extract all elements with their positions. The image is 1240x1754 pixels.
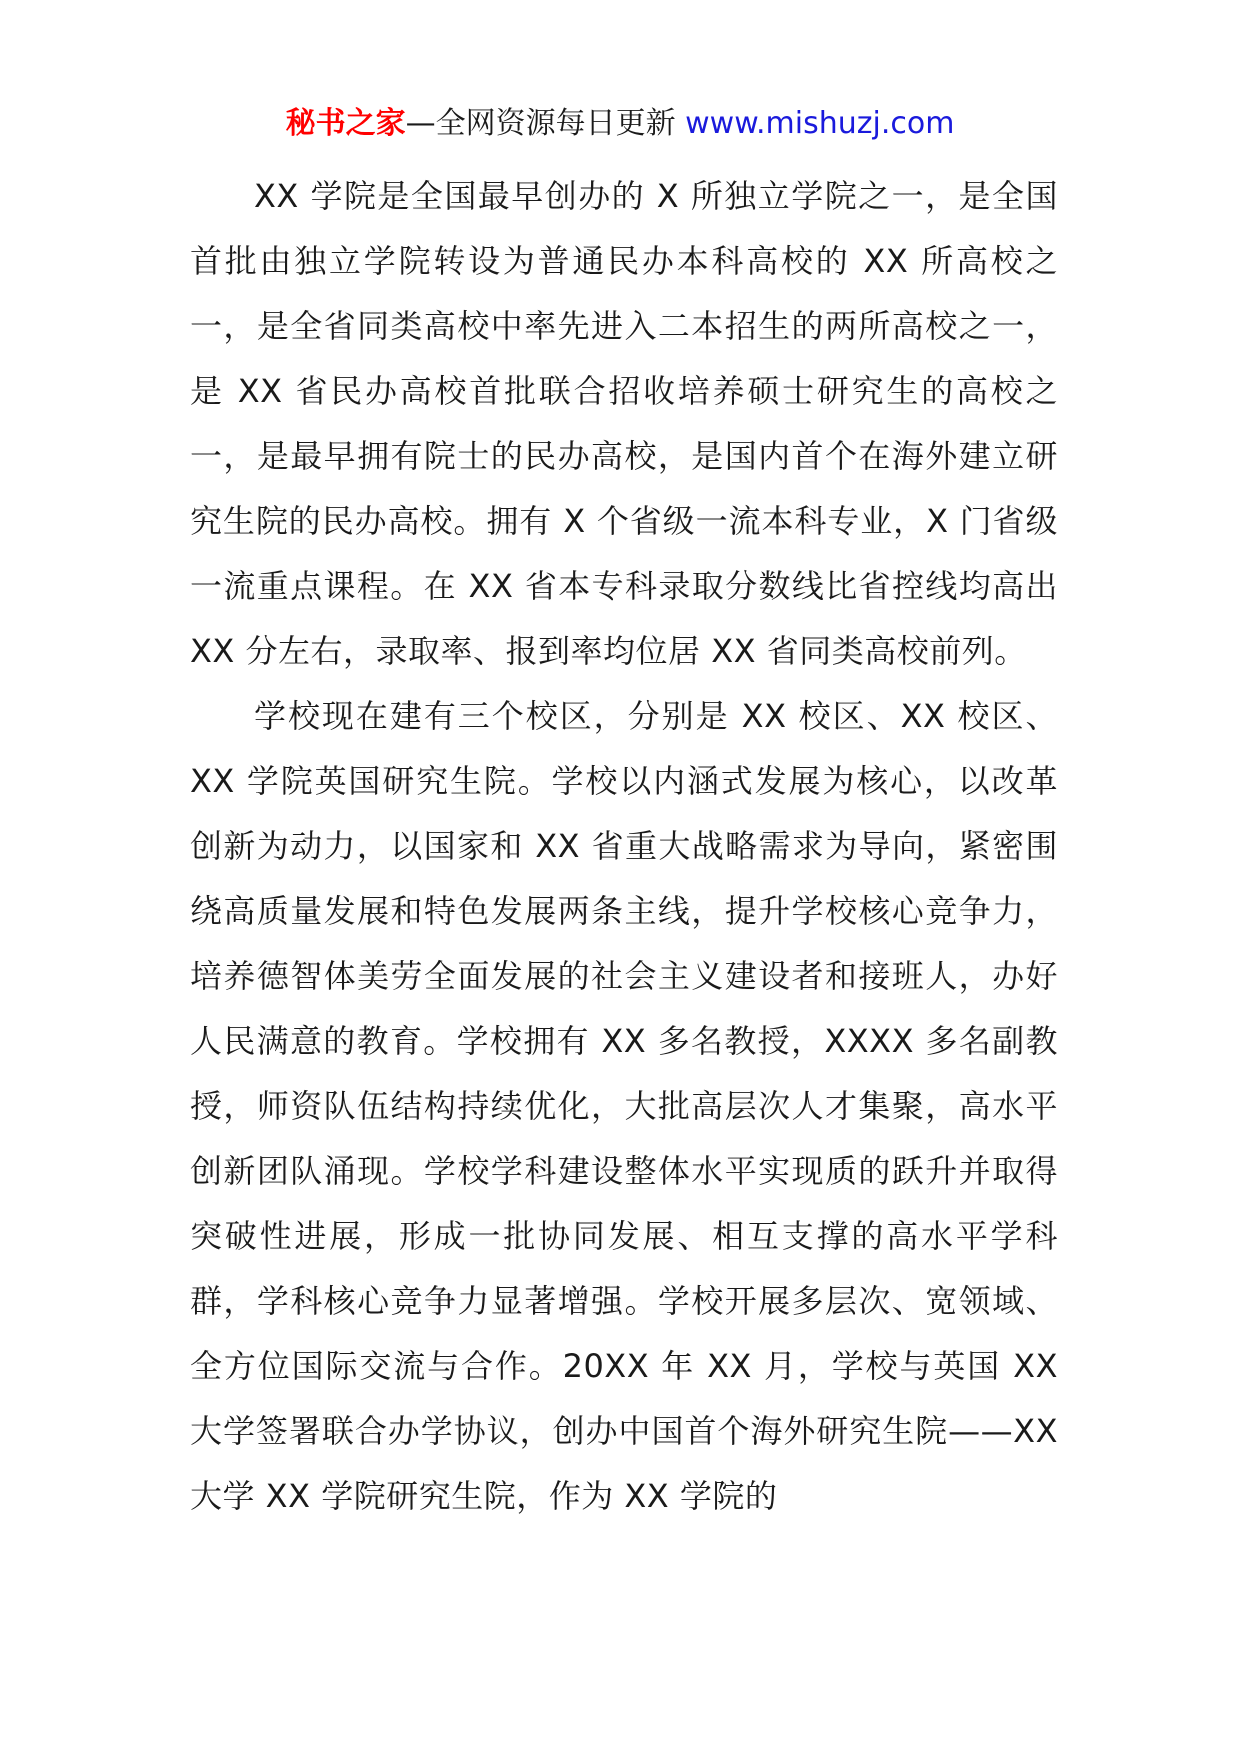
site-url-link[interactable]: www.mishuzj.com (685, 106, 955, 141)
document-body (190, 164, 1058, 1529)
site-tagline: —全网资源每日更新 (405, 106, 686, 141)
site-header (0, 104, 1240, 144)
site-brand: 秘书之家 (285, 106, 406, 141)
paragraph-campus: 学校现在建有三个校区，分别是 XX 校区、XX 校区、XX 学院英国研究生院。学校以内涵式发展为核心，以改革创新为动力，以国家和 XX 省重大战略需求为导向，紧密围绕高质量发展和特色发展两条主线，提升学校核心竞争力，培养德智体美劳全面发展的社会主义建设者和接班人，办好人民满意的教育。学校拥有 XX 多名教授，XXXX 多名副教授，师资队伍结构持续优化，大批高层次人才集聚，高水平创新团队涌现。学校学科建设整体水平实现质的跃升并取得突破性进展，形成一批协同发展、相互支撑的高水平学科群，学科核心竞争力显著增强。学校开展多层次、宽领域、全方位国际交流与合作。20XX 年 XX 月，学校与英国 XX 大学签署联合办学协议，创办中国首个海外研究生院——XX 大学 XX 学院研究生院，作为 XX 学院的 (190, 697, 1058, 1515)
paragraph-intro: XX 学院是全国最早创办的 X 所独立学院之一，是全国首批由独立学院转设为普通民办本科高校的 XX 所高校之一，是全省同类高校中率先进入二本招生的两所高校之一，是 XX 省民办高校首批联合招收培养硕士研究生的高校之一，是最早拥有院士的民办高校，是国内首个在海外建立研究生院的民办高校。拥有 X 个省级一流本科专业，X 门省级一流重点课程。在 XX 省本专科录取分数线比省控线均高出 XX 分左右，录取率、报到率均位居 XX 省同类高校前列。 (190, 177, 1058, 670)
